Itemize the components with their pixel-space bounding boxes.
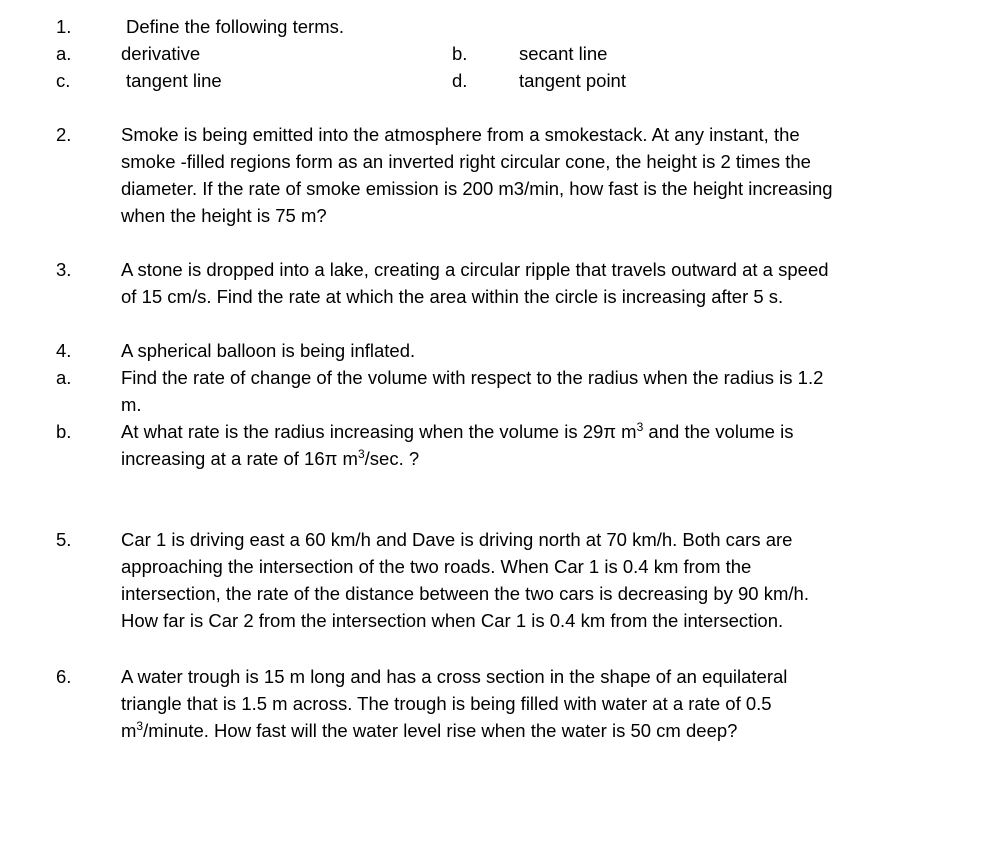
q5-number: 5.	[56, 529, 72, 550]
q4b-text-line	[121, 418, 793, 445]
q2-text-line: smoke -filled regions form as an inverted right circular cone, the height is 2 times the	[121, 151, 811, 172]
q4a-text-line: m.	[121, 394, 142, 415]
q3-number: 3.	[56, 259, 72, 280]
q4a-text-line: Find the rate of change of the volume with respect to the radius when the radius is 1.2	[121, 367, 824, 388]
q5-text-line: How far is Car 2 from the intersection when Car 1 is 0.4 km from the intersection.	[121, 610, 784, 631]
q6-exponent: 3	[136, 719, 144, 733]
q2-text-line: Smoke is being emitted into the atmosphere from a smokestack. At any instant, the	[121, 124, 800, 145]
q5-text-line: Car 1 is driving east a 60 km/h and Dave is driving north at 70 km/h. Both cars are	[121, 529, 793, 550]
q6-text-post: /minute. How fast will the water level rise when the water is 50 cm deep?	[143, 720, 738, 741]
q2-number: 2.	[56, 124, 72, 145]
q4b-text-post: and the volume is	[643, 421, 794, 442]
q3-text-line: of 15 cm/s. Find the rate at which the area within the circle is increasing after 5 s.	[121, 286, 784, 307]
q1-item-label-a: a.	[56, 43, 72, 64]
q1-number: 1.	[56, 16, 72, 37]
q2-text-line: diameter. If the rate of smoke emission is 200 m3/min, how fast is the height increasing	[121, 178, 833, 199]
q1-term-tangent-line: tangent line	[126, 70, 222, 91]
q6-text-line: triangle that is 1.5 m across. The trough is being filled with water at a rate of 0.5	[121, 693, 772, 714]
q1-term-derivative: derivative	[121, 43, 201, 64]
q5-text-line: approaching the intersection of the two roads. When Car 1 is 0.4 km from the	[121, 556, 752, 577]
q1-term-secant-line: secant line	[519, 43, 608, 64]
q4b-exponent: 3	[357, 447, 365, 461]
q4b-text-pre: increasing at a rate of 16π m	[121, 448, 358, 469]
q6-text-line: A water trough is 15 m long and has a cross section in the shape of an equilateral	[121, 666, 788, 687]
q1-item-label-d: d.	[452, 70, 468, 91]
q1-prompt: Define the following terms.	[126, 16, 344, 37]
q5-text-line: intersection, the rate of the distance between the two cars is decreasing by 90 km/h.	[121, 583, 809, 604]
q6-number: 6.	[56, 666, 72, 687]
q3-text-line: A stone is dropped into a lake, creating a circular ripple that travels outward at a speed	[121, 259, 829, 280]
q4b-exponent: 3	[636, 420, 644, 434]
q4-number: 4.	[56, 340, 72, 361]
q4b-text-post: /sec. ?	[364, 448, 420, 469]
q4-part-b-label: b.	[56, 421, 72, 442]
q1-term-tangent-point: tangent point	[519, 70, 626, 91]
q4-prompt: A spherical balloon is being inflated.	[121, 340, 416, 361]
q1-item-label-c: c.	[56, 70, 71, 91]
q1-item-label-b: b.	[452, 43, 468, 64]
q4b-text-line	[121, 445, 419, 472]
q6-text-line	[121, 717, 737, 744]
q4b-text-pre: At what rate is the radius increasing when the volume is 29π m	[121, 421, 637, 442]
q2-text-line: when the height is 75 m?	[121, 205, 327, 226]
q4-part-a-label: a.	[56, 367, 72, 388]
q6-text-pre: m	[121, 720, 137, 741]
